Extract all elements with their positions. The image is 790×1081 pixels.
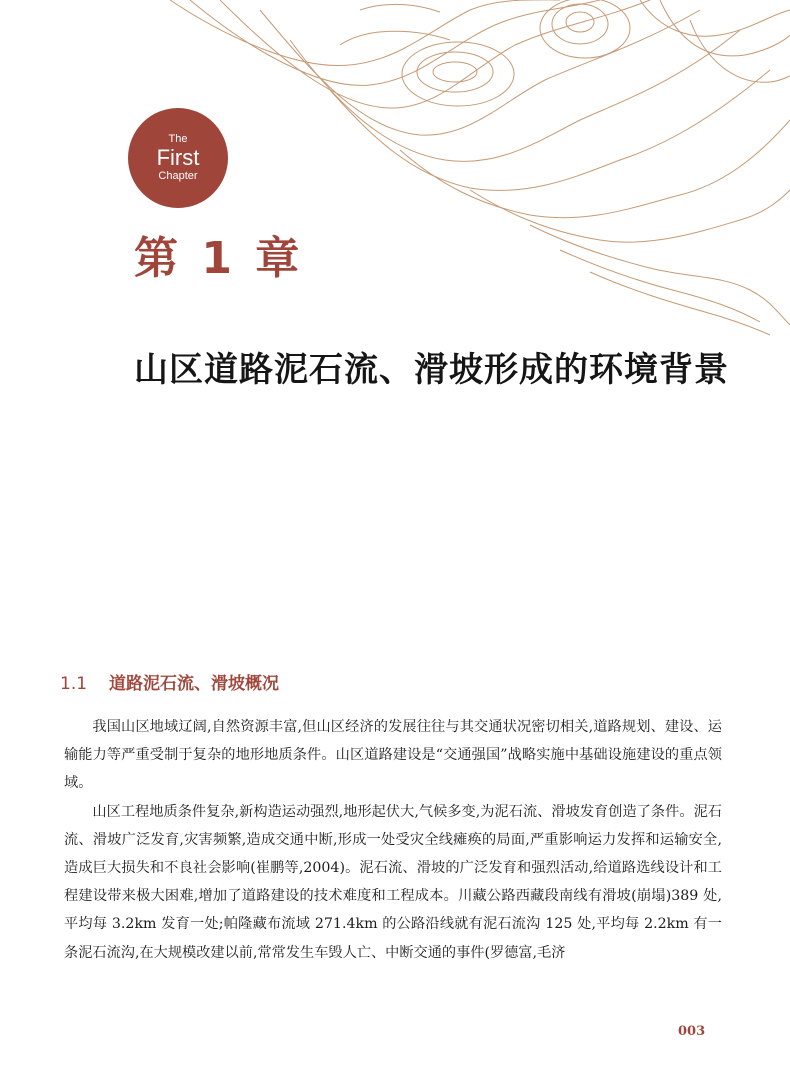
section-title: 道路泥石流、滑坡概况 [109,674,280,694]
paragraph: 我国山区地域辽阔,自然资源丰富,但山区经济的发展往往与其交通状况密切相关,道路规划、建设、运输能力等严重受制于复杂的地形地质条件。山区道路建设是“交通强国”战略实施中基础设施建设的重点领域。 [64,719,722,792]
body-text [64,713,722,967]
chapter-number-title: 第 1 章 [134,233,304,284]
badge-chapter-text: Chapter [158,169,198,182]
section-number: 1.1 [60,674,88,694]
chapter-main-title: 山区道路泥石流、滑坡形成的环境背景 [134,350,729,390]
page-number: 003 [678,1024,706,1039]
section-heading [60,669,279,694]
contour-map-decoration [0,0,790,340]
badge-the-text: The [168,132,188,145]
paragraph: 山区工程地质条件复杂,新构造运动强烈,地形起伏大,气候多变,为泥石流、滑坡发育创造了条件。泥石流、滑坡广泛发育,灾害频繁,造成交通中断,形成一处受灾全线瘫痪的局面,严重影响运力发挥和运输安全,造成巨大损失和不良社会影响(崔鹏等,2004)。泥石流、滑坡的广泛发育和强烈活动,给道路选线设计和工程建设带来极大困难,增加了道路建设的技术难度和工程成本。川藏公路西藏段南线有滑坡(崩塌)389 处,平均每 3.2km 发育一处;帕隆藏布流域 271.4km 的公路沿线就有泥石流沟 125 处,平均每 2.2km 有一条泥石流沟,在大规模改建以前,常常发生车毁人亡、中断交通的事件(罗德富,毛济 [64,803,722,961]
badge-first-text: First [156,145,200,171]
chapter-badge [128,108,228,208]
